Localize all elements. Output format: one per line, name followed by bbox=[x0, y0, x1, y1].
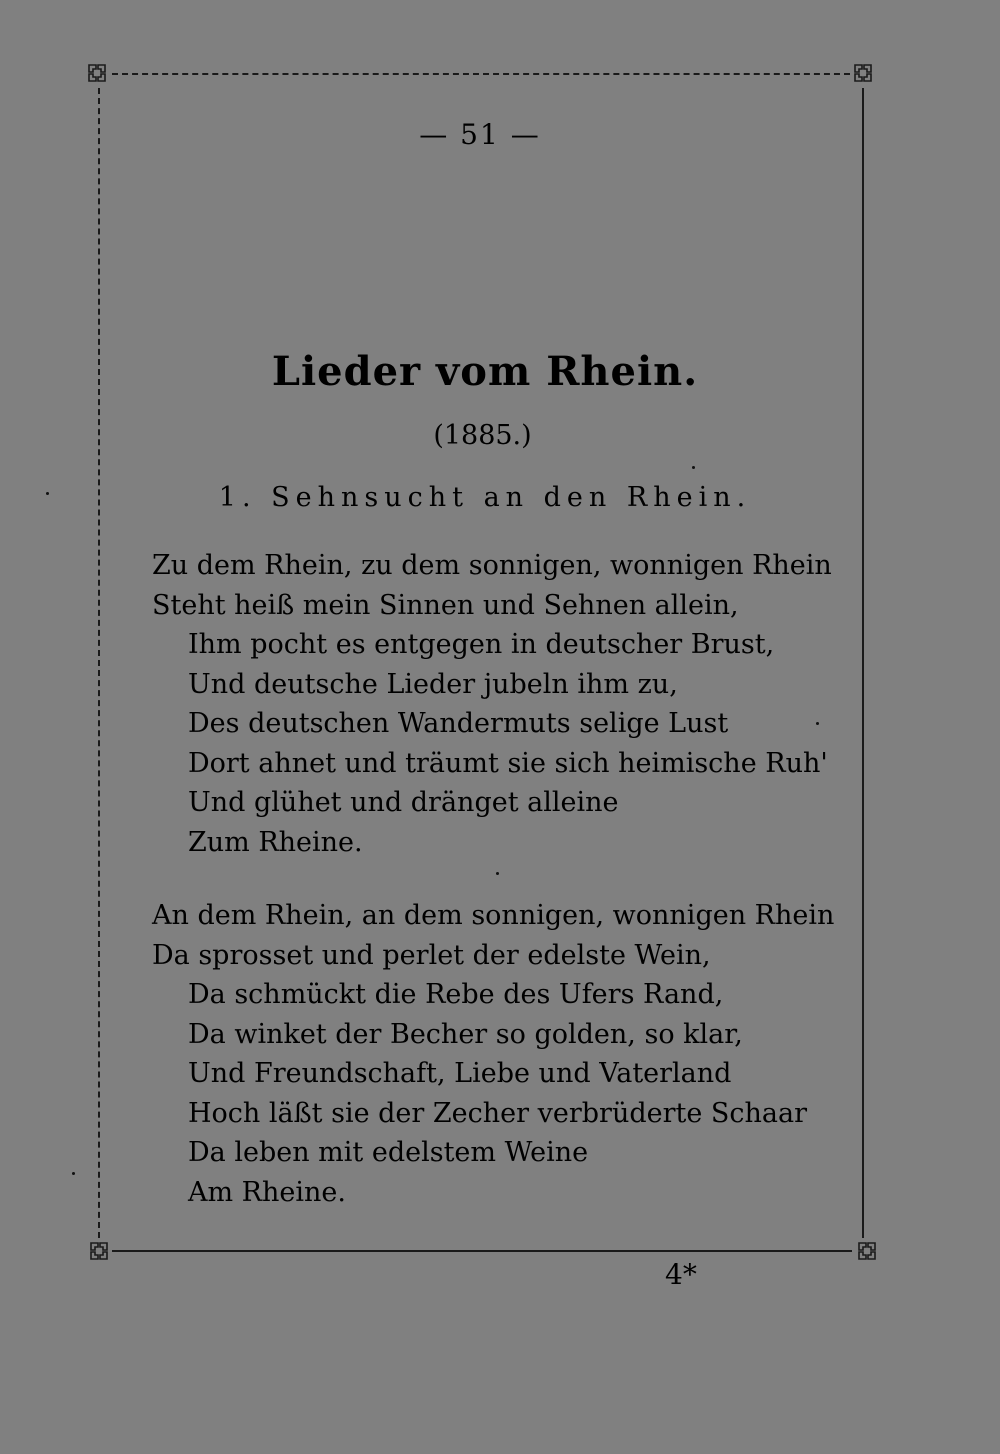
poem-line: Und deutsche Lieder jubeln ihm zu, bbox=[188, 668, 678, 700]
corner-ornament-icon bbox=[856, 1240, 878, 1262]
poem-collection-title: Lieder vom Rhein. bbox=[271, 348, 699, 395]
signature-mark: 4* bbox=[665, 1258, 697, 1291]
page-number: — 51 — bbox=[419, 118, 541, 151]
frame-bottom-line bbox=[112, 1250, 852, 1252]
print-speck bbox=[816, 722, 819, 725]
stanza-1 bbox=[152, 546, 832, 862]
poem-subtitle: 1. Sehnsucht an den Rhein. bbox=[218, 482, 752, 513]
poem-line: Ihm pocht es entgegen in deutscher Brust, bbox=[188, 629, 775, 660]
poem-line: An dem Rhein, an dem sonnigen, wonnigen Rhein bbox=[152, 900, 835, 931]
corner-ornament-icon bbox=[86, 62, 108, 84]
print-speck bbox=[692, 466, 695, 469]
stanza-2 bbox=[152, 896, 834, 1212]
frame-left-line bbox=[98, 88, 100, 1238]
poem-line: Am Rheine. bbox=[188, 1176, 346, 1208]
frame-top-line bbox=[112, 73, 850, 75]
poem-year: (1885.) bbox=[433, 420, 532, 451]
print-speck bbox=[496, 872, 499, 875]
poem-line: Zu dem Rhein, zu dem sonnigen, wonnigen Rhein bbox=[152, 550, 832, 581]
poem-line: Hoch läßt sie der Zecher verbrüderte Schaar bbox=[188, 1097, 808, 1129]
print-speck bbox=[72, 1172, 75, 1175]
corner-ornament-icon bbox=[852, 62, 874, 84]
poem-line: Und Freundschaft, Liebe und Vaterland bbox=[188, 1058, 732, 1089]
frame-right-line bbox=[862, 88, 864, 1238]
poem-line: Und glühet und dränget alleine bbox=[188, 787, 619, 818]
poem-line: Steht heiß mein Sinnen und Sehnen allein, bbox=[152, 589, 739, 621]
corner-ornament-icon bbox=[88, 1240, 110, 1262]
poem-line: Dort ahnet und träumt sie sich heimische Ruh' bbox=[188, 747, 828, 779]
poem-line: Da winket der Becher so golden, so klar, bbox=[188, 1018, 743, 1050]
poem-line: Da schmückt die Rebe des Ufers Rand, bbox=[188, 979, 724, 1010]
poem-line: Des deutschen Wandermuts selige Lust bbox=[188, 708, 729, 739]
poem-line: Zum Rheine. bbox=[188, 826, 363, 858]
print-speck bbox=[46, 492, 49, 495]
poem-line: Da leben mit edelstem Weine bbox=[188, 1137, 589, 1168]
poem-line: Da sprosset und perlet der edelste Wein, bbox=[152, 939, 711, 971]
